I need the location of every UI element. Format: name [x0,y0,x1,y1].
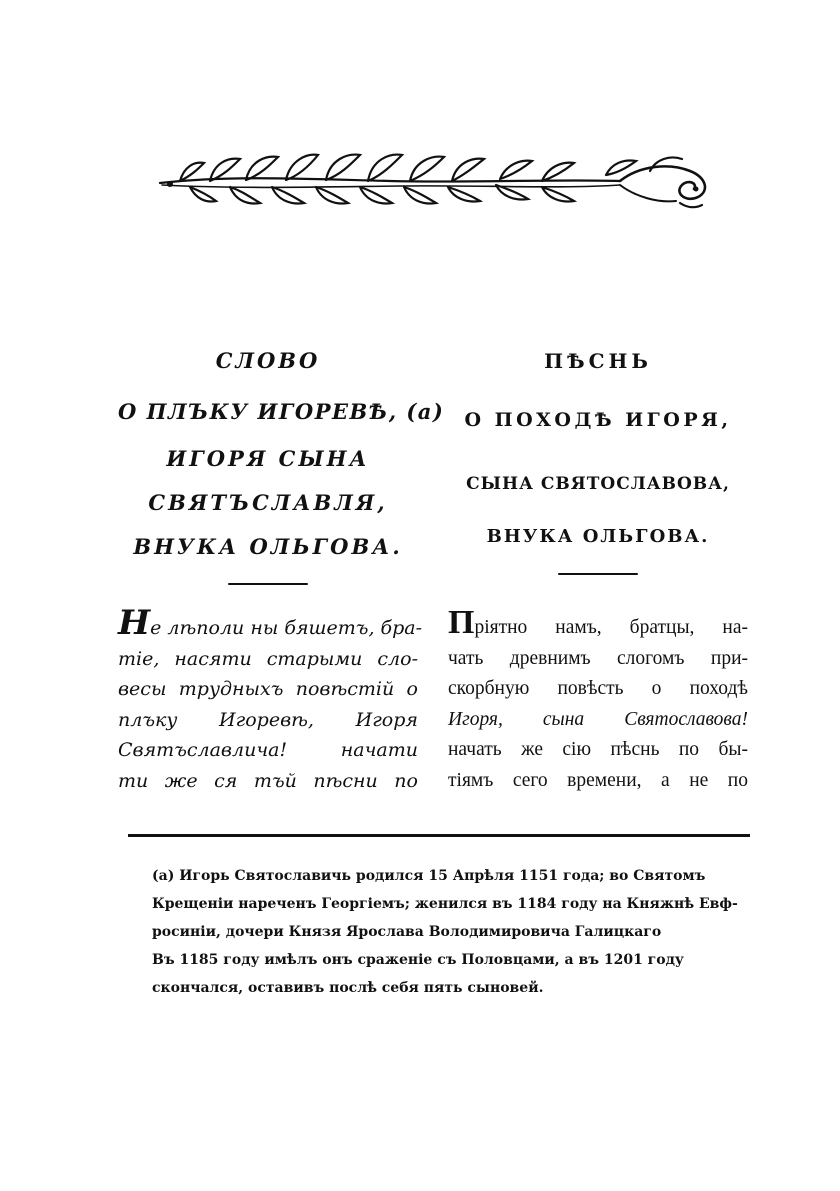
footnote-line-1: (a) Игорь Святославичь родился 15 Апрѣля 1151 года; во Святомъ [152,868,706,884]
right-title-divider [558,573,638,575]
footnote-separator-rule [128,834,750,837]
left-body-line-2: тіе, насяти старыми сло- [118,647,418,670]
left-body-line-3: весы трудныхъ повѣстій о [118,678,418,700]
left-drop-cap: Н [118,603,151,643]
left-body-line-5: Святъславлича! начати [118,739,418,761]
right-body-line-4: Игоря, сына Святославова! [448,708,748,730]
footnote-line-4: Въ 1185 году имѣлъ онъ сраженіе съ Половцами, а въ 1201 году [152,952,684,968]
right-body-line-5: начать же сію пѣснь по бы- [448,739,748,760]
original-body-text [118,603,423,796]
right-drop-cap: П [448,604,475,641]
left-body-line-4: плъку Игоревѣ, Игоря [118,708,418,731]
footnote [128,862,753,1002]
left-title-line-1: СЛОВО [215,348,321,373]
left-body-line-1-text: е лѣполи ны бяшетъ, бра- [150,617,423,639]
original-text-column [118,335,445,585]
left-body-line-6: ти же ся тъй пѣсни по [118,769,418,792]
translation-body-text [448,604,748,796]
left-body-line-1 [118,603,423,644]
footnote-line-2: Крещеніи нареченъ Георгіемъ; женился въ 1184 году на Княжнѣ Евф- [152,896,738,912]
left-title-line-3: ИГОРЯ СЫНА [166,446,370,471]
right-title-line-2: О ПОХОДѢ ИГОРЯ, [464,409,732,431]
footnote-line-3: росиніи, дочери Князя Ярослава Володимировича Галицкаго [152,924,662,940]
right-body-line-3: скорбную повѣсть о походѣ [448,678,748,699]
left-title-line-5: ВНУКА ОЛЬГОВА. [133,534,403,559]
translation-column [448,335,748,575]
right-body-line-1 [448,604,748,644]
left-title-line-4: СВЯТЪСЛАВЛЯ, [148,490,388,515]
right-title-line-3: СЫНА СВЯТОСЛАВОВА, [466,474,730,494]
left-title-divider [228,583,308,585]
right-body-line-6: тіямъ сего времени, а не по [448,769,748,791]
left-title-line-2: О ПЛЪКУ ИГОРЕВѢ, (a) [118,399,445,424]
floral-ornament-icon [150,145,720,215]
right-body-line-1-text: ріятно намъ, братцы, на- [474,617,748,638]
right-title-line-1: ПѢСНЬ [544,349,652,373]
right-body-line-2: чать древнимъ слогомъ при- [448,647,748,669]
footnote-line-5: скончался, оставивъ послѣ себя пять сыновей. [152,980,544,996]
right-title-line-4: ВНУКА ОЛЬГОВА. [486,526,710,547]
